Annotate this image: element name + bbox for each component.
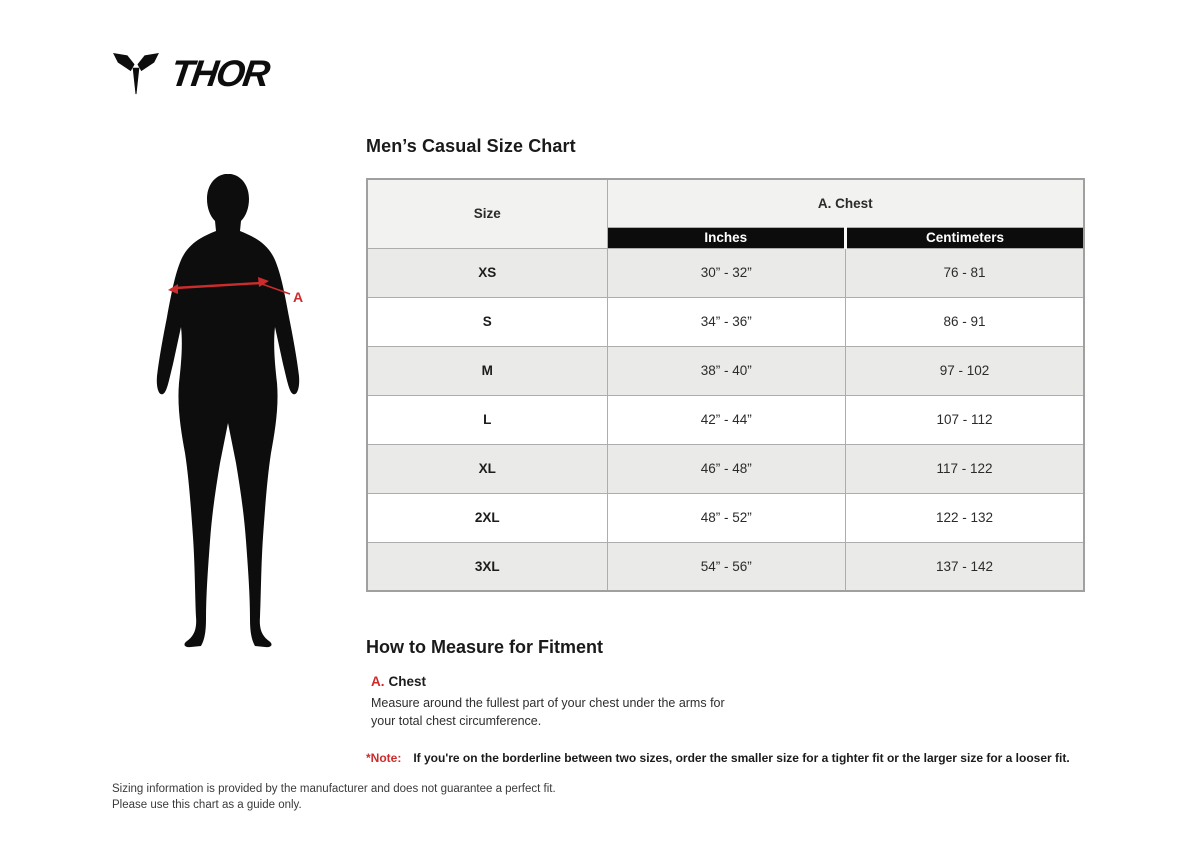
- table-header-row: [367, 179, 1084, 227]
- table-row: [367, 395, 1084, 444]
- table-row: [367, 346, 1084, 395]
- size-cell: 2XL: [367, 493, 607, 542]
- disclaimer: [112, 781, 556, 813]
- measure-item-name: Chest: [388, 674, 427, 689]
- centimeters-cell: 117 - 122: [846, 444, 1085, 493]
- size-cell: M: [367, 346, 607, 395]
- centimeters-column-header: Centimeters: [846, 227, 1085, 248]
- chest-group-header: A. Chest: [607, 179, 1084, 227]
- disclaimer-line-2: Please use this chart as a guide only.: [112, 799, 302, 812]
- table-row: [367, 297, 1084, 346]
- inches-cell: 54” - 56”: [607, 542, 846, 591]
- inches-cell: 46” - 48”: [607, 444, 846, 493]
- inches-cell: 34” - 36”: [607, 297, 846, 346]
- centimeters-cell: 86 - 91: [846, 297, 1085, 346]
- size-cell: XL: [367, 444, 607, 493]
- measure-item-description: Measure around the fullest part of your chest under the arms for your total chest circumference.: [371, 696, 725, 729]
- thor-horns-icon: [112, 52, 160, 96]
- fit-note: [366, 751, 1070, 765]
- male-silhouette-figure: [149, 171, 314, 649]
- size-column-header: Size: [367, 179, 607, 248]
- centimeters-cell: 122 - 132: [846, 493, 1085, 542]
- measure-item-chest: [371, 674, 751, 730]
- size-cell: XS: [367, 248, 607, 297]
- brand-logo-text: THOR: [168, 53, 271, 94]
- note-label: *Note:: [366, 751, 402, 765]
- brand-logo: [112, 52, 271, 96]
- centimeters-cell: 76 - 81: [846, 248, 1085, 297]
- size-cell: 3XL: [367, 542, 607, 591]
- size-cell: L: [367, 395, 607, 444]
- table-row: [367, 542, 1084, 591]
- centimeters-cell: 107 - 112: [846, 395, 1085, 444]
- centimeters-cell: 97 - 102: [846, 346, 1085, 395]
- measure-heading: How to Measure for Fitment: [366, 637, 604, 657]
- chest-measurement-label: A: [293, 289, 304, 305]
- size-cell: S: [367, 297, 607, 346]
- inches-cell: 30” - 32”: [607, 248, 846, 297]
- centimeters-cell: 137 - 142: [846, 542, 1085, 591]
- inches-cell: 42” - 44”: [607, 395, 846, 444]
- disclaimer-line-1: Sizing information is provided by the manufacturer and does not guarantee a perfect fit.: [112, 783, 556, 795]
- page-title: Men’s Casual Size Chart: [366, 136, 576, 156]
- inches-cell: 38” - 40”: [607, 346, 846, 395]
- measure-item-letter: A.: [371, 674, 385, 689]
- inches-cell: 48” - 52”: [607, 493, 846, 542]
- inches-column-header: Inches: [607, 227, 846, 248]
- note-text: If you're on the borderline between two sizes, order the smaller size for a tighter fit or the larger size for a looser fit.: [413, 751, 1070, 765]
- size-table: [366, 178, 1085, 592]
- table-row: [367, 493, 1084, 542]
- body-silhouette: [157, 174, 299, 647]
- table-row: [367, 248, 1084, 297]
- table-row: [367, 444, 1084, 493]
- measure-item-title: [371, 674, 751, 689]
